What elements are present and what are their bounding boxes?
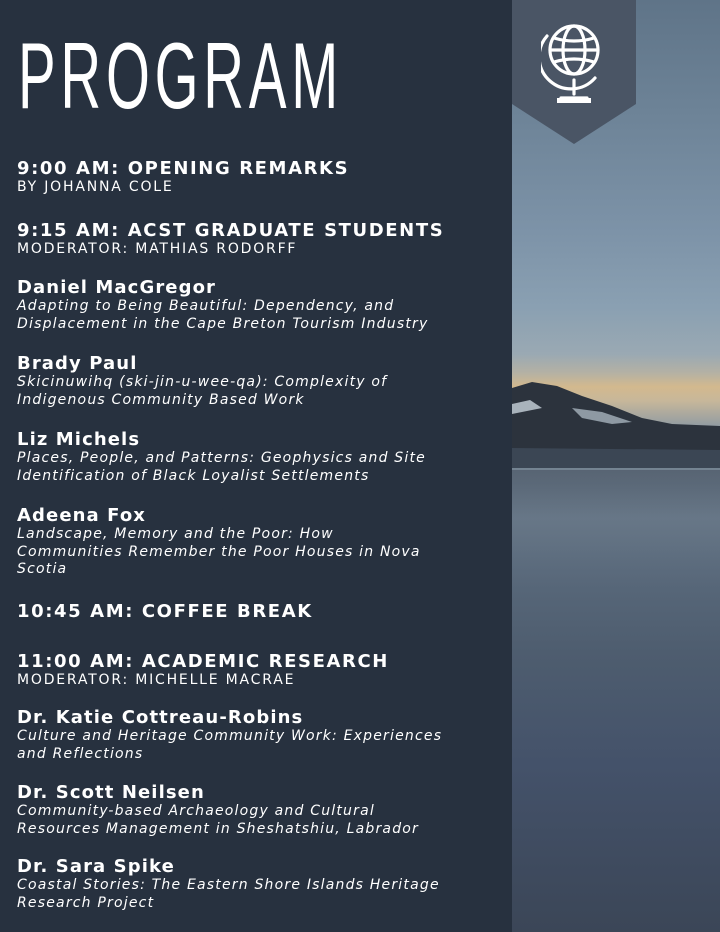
talk-line: Adapting to Being Beautiful: Dependency, and xyxy=(17,298,395,314)
session-graduate xyxy=(17,221,507,257)
talk-line: Landscape, Memory and the Poor: How xyxy=(17,526,334,542)
speaker-name: Daniel MacGregor xyxy=(17,277,217,298)
session-subtitle: BY JOHANNA COLE xyxy=(17,179,174,195)
speaker-entry xyxy=(17,506,507,579)
talk-title xyxy=(17,803,507,838)
speaker-entry xyxy=(17,857,507,912)
session-academic xyxy=(17,652,507,688)
talk-title xyxy=(17,374,507,409)
session-title: 9:00 AM: OPENING REMARKS xyxy=(17,158,350,179)
speaker-entry xyxy=(17,430,507,485)
talk-line: Scotia xyxy=(17,561,68,577)
talk-title xyxy=(17,728,507,763)
speaker-name: Dr. Katie Cottreau-Robins xyxy=(17,707,304,728)
talk-title xyxy=(17,450,507,485)
talk-line: Places, People, and Patterns: Geophysics and Site xyxy=(17,450,426,466)
talk-line: Identification of Black Loyalist Settlements xyxy=(17,467,370,484)
page-title: PROGRAM xyxy=(18,23,344,128)
speaker-name: Liz Michels xyxy=(17,429,141,450)
session-subtitle: MODERATOR: MICHELLE MACRAE xyxy=(17,672,296,688)
speaker-entry xyxy=(17,354,507,409)
water-reflection xyxy=(512,470,720,590)
speaker-entry xyxy=(17,278,507,333)
speaker-name: Dr. Scott Neilsen xyxy=(17,782,205,803)
talk-line: Indigenous Community Based Work xyxy=(17,391,305,408)
talk-title xyxy=(17,526,507,579)
shoreline-hills xyxy=(512,378,720,468)
talk-line: Skicinuwihq (ski-jin-u-wee-qa): Complexity of xyxy=(17,374,388,390)
speaker-name: Dr. Sara Spike xyxy=(17,856,175,877)
session-opening xyxy=(17,159,507,195)
globe-icon xyxy=(541,14,607,106)
talk-line: Community-based Archaeology and Cultural xyxy=(17,803,375,819)
session-subtitle: MODERATOR: MATHIAS RODORFF xyxy=(17,241,298,257)
talk-line: Culture and Heritage Community Work: Experiences xyxy=(17,728,443,744)
session-coffee-break xyxy=(17,602,507,622)
talk-title xyxy=(17,298,507,333)
session-title: 11:00 AM: ACADEMIC RESEARCH xyxy=(17,651,389,672)
talk-line: and Reflections xyxy=(17,745,144,762)
speaker-name: Brady Paul xyxy=(17,353,138,374)
session-title: 9:15 AM: ACST GRADUATE STUDENTS xyxy=(17,220,445,241)
talk-title xyxy=(17,877,507,912)
talk-line: Coastal Stories: The Eastern Shore Islands Heritage xyxy=(17,877,440,893)
talk-line: Research Project xyxy=(17,894,155,911)
session-title: 10:45 AM: COFFEE BREAK xyxy=(17,601,313,622)
talk-line: Communities Remember the Poor Houses in Nova xyxy=(17,543,421,560)
talk-line: Resources Management in Sheshatshiu, Labrador xyxy=(17,820,420,837)
talk-line: Displacement in the Cape Breton Tourism Industry xyxy=(17,315,429,332)
speaker-entry xyxy=(17,708,507,763)
speaker-name: Adeena Fox xyxy=(17,505,147,526)
speaker-entry xyxy=(17,783,507,838)
